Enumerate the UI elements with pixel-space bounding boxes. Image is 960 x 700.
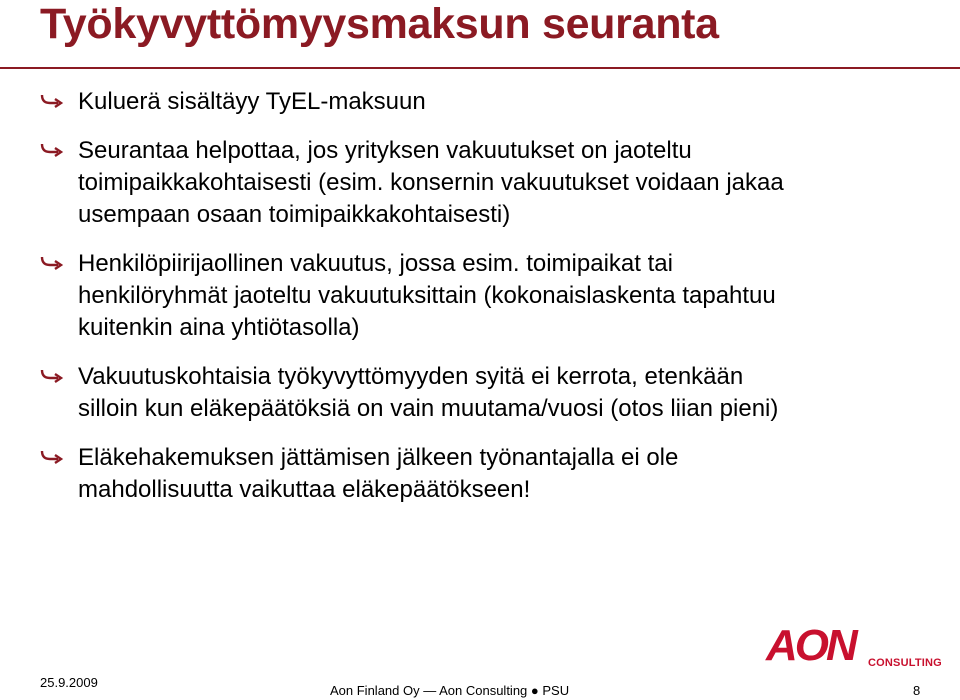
curved-arrow-icon [40,93,64,109]
title-divider [0,67,960,69]
curved-arrow-icon [40,368,64,384]
footer-date: 25.9.2009 [40,675,98,690]
logo-sub: CONSULTING [868,657,942,669]
aon-consulting-logo [764,620,942,674]
curved-arrow-icon [40,142,64,158]
bullet-item [40,86,940,118]
bullet-line: Kuluerä sisältäyy TyEL-maksuun [78,88,426,115]
bullet-line: henkilöryhmät jaoteltu vakuutuksittain (kokonaislaskenta tapahtuu [78,282,776,309]
bullet-line: Seurantaa helpottaa, jos yrityksen vakuutukset on jaoteltu [78,137,692,164]
bullet-line: mahdollisuutta vaikuttaa eläkepäätökseen! [78,476,531,503]
bullet-line: Vakuutuskohtaisia työkyvyttömyyden syitä ei kerrota, etenkään [78,363,744,390]
bullet-item [40,361,940,425]
bullet-item [40,442,940,506]
bullet-line: usempaan osaan toimipaikkakohtaisesti) [78,201,511,228]
bullet-list [40,86,940,523]
bullet-item [40,248,940,344]
bullet-item [40,135,940,231]
slide-title: Työkyvyttömyysmaksun seuranta [40,0,719,48]
footer-company: Aon Finland Oy — Aon Consulting ● PSU [330,683,570,698]
bullet-line: Henkilöpiirijaollinen vakuutus, jossa esim. toimipaikat tai [78,250,673,277]
bullet-line: kuitenkin aina yhtiötasolla) [78,314,360,341]
bullet-line: silloin kun eläkepäätöksiä on vain muutama/vuosi (otos liian pieni) [78,395,779,422]
bullet-line: toimipaikkakohtaisesti (esim. konsernin vakuutukset voidaan jakaa [78,169,784,196]
page-number: 8 [913,683,921,698]
logo-brand: AON [766,621,855,670]
bullet-line: Eläkehakemuksen jättämisen jälkeen työnantajalla ei ole [78,444,679,471]
curved-arrow-icon [40,449,64,465]
curved-arrow-icon [40,255,64,271]
